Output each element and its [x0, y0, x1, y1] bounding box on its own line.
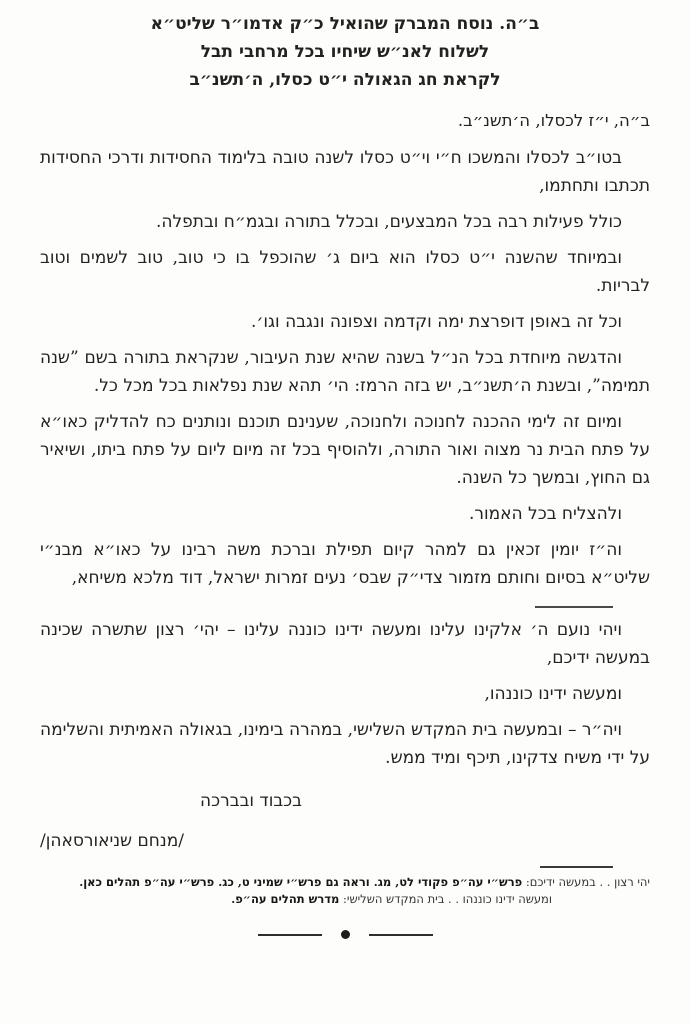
footnote-lemma: יהי רצון . . במעשה ידיכם:: [525, 875, 650, 889]
letter-header: [40, 10, 650, 94]
body-paragraph: וכל זה באופן דופרצת ימה וקדמה וצפונה ונגבה וגו׳.: [250, 312, 622, 332]
body-paragraph: ומיום זה לימי ההכנה לחנוכה ולחנוכה, שענינם תוכנם ונותנים כח להדליק כאו״א על פתח הבית נר מצוה ואור התורה, ולהוסיף בכל זה מיום ליום על פתח ביתו, ושיאיר גם החוץ, ובמשך כל השנה.: [40, 412, 650, 488]
signature: /מנחם שניאורסאהן/: [40, 831, 184, 851]
footnote-lemma: ומעשה ידינו כוננהו . . בית המקדש השלישי:: [343, 892, 552, 906]
body-paragraph: והדגשה מיוחדת בכל הנ״ל בשנה שהיא שנת העיבור, שנקראת בתורה בשם ”שנה תמימה”, ובשנת ה׳תשנ״ב, יש בזה הרמז: הי׳ תהא שנת נפלאות בכל מכל כל.: [40, 348, 650, 396]
body-paragraph: ובמיוחד שהשנה י״ט כסלו הוא ביום ג׳ שהוכפל בו כי טוב, טוב לשמים וטוב לבריות.: [40, 248, 650, 296]
body-paragraph: וה״ז יומין זכאין גם למהר קיום תפילת וברכת משה רבינו על כאו״א מבנ״י שליט״א בסיום וחותם מזמור צדי״ק שבס׳ נעים זמרות ישראל, דוד מלכא משיחא,: [40, 540, 650, 588]
footnote-source: מדרש תהלים עה״פ.: [231, 892, 340, 906]
footnote-source: פרש״י עה״פ פקודי לט, מג. וראה גם פרש״י שמיני ט, כג. פרש״י עה״פ תהלים כאן.: [79, 875, 523, 889]
footnotes-section: [40, 874, 650, 908]
closing-salutation: בכבוד ובברכה: [200, 791, 302, 811]
footnote: [40, 891, 650, 908]
end-ornament: [40, 930, 650, 939]
body-paragraph: ויהי נועם ה׳ אלקינו עלינו ומעשה ידינו כוננה עלינו – יהי׳ רצון שתשרה שכינה במעשה ידיכם,: [40, 620, 650, 668]
ornament-line-left: [258, 934, 322, 936]
footnote-divider: [540, 866, 613, 868]
footnote: [40, 874, 650, 891]
date-line: ב״ה, י״ז לכסלו, ה׳תשנ״ב.: [457, 111, 650, 130]
section-divider: [535, 606, 613, 608]
ornament-line-right: [369, 934, 433, 936]
ornament-dot: [341, 930, 350, 939]
header-line-2: לשלוח לאנ״ש שיחיו בכל מרחבי תבל: [200, 42, 490, 62]
body-paragraph: כולל פעילות רבה בכל המבצעים, ובכלל בתורה ובגמ״ח ובתפלה.: [155, 212, 622, 232]
body-paragraph: ומעשה ידינו כוננהו,: [484, 684, 622, 704]
body-paragraph: ולהצליח בכל האמור.: [469, 504, 622, 524]
header-line-1: ב״ה. נוסח המברק שהואיל כ״ק אדמו״ר שליט״א: [150, 14, 540, 34]
header-line-3: לקראת חג הגאולה י״ט כסלו, ה׳תשנ״ב: [189, 70, 501, 90]
body-paragraph: ויה״ר – ובמעשה בית המקדש השלישי, במהרה בימינו, בגאולה האמיתית והשלימה על ידי משיח צדקינו, תיכף ומיד ממש.: [40, 720, 650, 768]
body-paragraph: בטו״ב לכסלו והמשכו ח״י וי״ט כסלו לשנה טובה בלימוד החסידות ודרכי החסידות תכתבו ותחתמו,: [40, 148, 650, 196]
